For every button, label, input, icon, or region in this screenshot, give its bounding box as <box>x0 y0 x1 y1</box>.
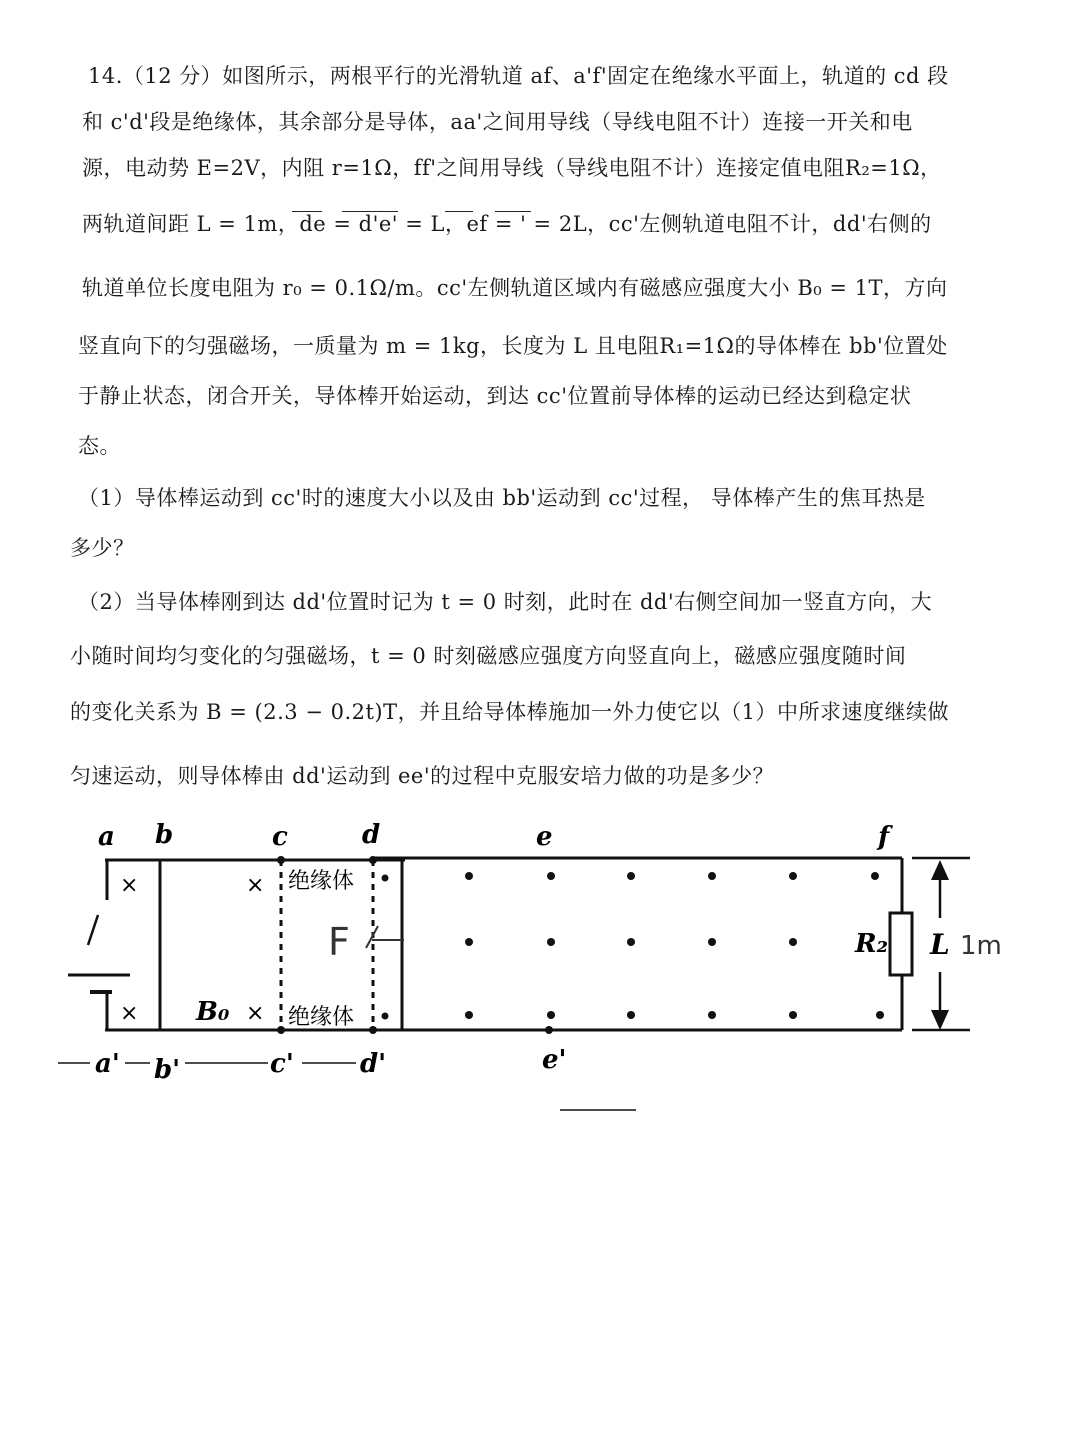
question-1-line-2: 多少？ <box>70 536 135 560</box>
overline-ef <box>445 211 473 212</box>
cross-symbol: × <box>120 1001 139 1026</box>
overline-de <box>292 211 322 212</box>
node-d-prime <box>369 1026 377 1034</box>
node-c-prime <box>277 1026 285 1034</box>
cross-symbol: × <box>246 873 265 898</box>
problem-line-8: 态。 <box>78 434 121 458</box>
handwritten-force-label: F <box>328 920 350 964</box>
label-f: f <box>878 822 890 852</box>
question-2-line-4: 匀速运动，则导体棒由 dd'运动到 ee'的过程中克服安培力做的功是多少？ <box>70 764 775 788</box>
rail-circuit-diagram <box>0 815 1080 1125</box>
dimension-arrow-up-head <box>931 860 949 880</box>
label-a-prime: a' <box>95 1049 120 1079</box>
label-a: a <box>98 822 115 852</box>
label-b-prime: b' <box>154 1055 181 1085</box>
label-c: c <box>272 822 288 852</box>
overline-d-e-prime <box>342 211 398 212</box>
problem-line-3: 源，电动势 E=2V，内阻 r=1Ω，ff'之间用导线（导线电阻不计）连接定值电阻R₂=1Ω， <box>82 156 942 180</box>
resistor-label: R₂ <box>855 929 888 959</box>
question-2-line-3: 的变化关系为 B = (2.3 − 0.2t)T，并且给导体棒施加一外力使它以（1）中所求速度继续做 <box>70 700 949 724</box>
field-label-b0: B₀ <box>196 997 230 1027</box>
cross-symbol: × <box>246 1001 265 1026</box>
problem-line-4: 两轨道间距 L = 1m，de = d'e' = L，ef = ' = 2L，cc'左侧轨道电阻不计，dd'右侧的 <box>82 212 932 236</box>
label-d: d <box>362 820 381 850</box>
cross-symbol: × <box>120 873 139 898</box>
label-e-prime: e' <box>542 1045 567 1075</box>
node-e-prime <box>545 1026 553 1034</box>
insulator-label-top: 绝缘体 <box>288 869 355 894</box>
field-dots <box>382 872 885 1020</box>
problem-line-2: 和 c'd'段是绝缘体，其余部分是导体，aa'之间用导线（导线电阻不计）连接一开关和电 <box>82 110 913 134</box>
node-d <box>369 856 377 864</box>
question-2-line-1: （2）当导体棒刚到达 dd'位置时记为 t = 0 时刻，此时在 dd'右侧空间加一竖直方向，大 <box>78 590 933 614</box>
problem-line-7: 于静止状态，闭合开关，导体棒开始运动，到达 cc'位置前导体棒的运动已经达到稳定状 <box>78 384 912 408</box>
insulator-label-bottom: 绝缘体 <box>288 1005 355 1030</box>
label-e: e <box>536 822 553 852</box>
question-1-line-1: （1）导体棒运动到 cc'时的速度大小以及由 bb'运动到 cc'过程， 导体棒产生的焦耳热是 <box>78 486 926 510</box>
problem-line-5: 轨道单位长度电阻为 r₀ = 0.1Ω/m。cc'左侧轨道区域内有磁感应强度大小 B₀ = 1T，方向 <box>82 276 948 300</box>
width-label: L <box>930 928 950 961</box>
problem-line-6: 竖直向下的匀强磁场，一质量为 m = 1kg，长度为 L 且电阻R₁=1Ω的导体棒在 bb'位置处 <box>78 334 948 358</box>
resistor-r2 <box>890 913 912 975</box>
question-2-line-2: 小随时间均匀变化的匀强磁场，t = 0 时刻磁感应强度方向竖直向上，磁感应强度随时间 <box>70 644 907 668</box>
node-c <box>277 856 285 864</box>
label-d-prime: d' <box>360 1049 387 1079</box>
overline-ef-prime <box>495 211 531 212</box>
handwritten-width: 1m <box>960 931 1002 961</box>
label-b: b <box>155 820 174 850</box>
switch <box>88 915 98 945</box>
problem-line-1: 14.（12 分）如图所示，两根平行的光滑轨道 af、a'f'固定在绝缘水平面上，轨道的 cd 段 <box>88 64 949 88</box>
dimension-arrow-down-head <box>931 1010 949 1030</box>
label-c-prime: c' <box>270 1049 294 1079</box>
